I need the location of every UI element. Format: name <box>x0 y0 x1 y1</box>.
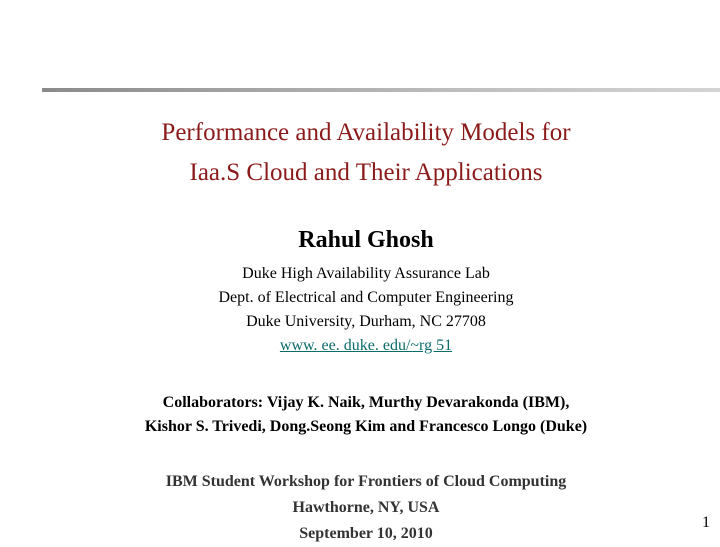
event-name: IBM Student Workshop for Frontiers of Cloud Computing <box>165 473 567 490</box>
affiliation-block <box>0 262 720 358</box>
collaborators-line-2: Kishor S. Trivedi, Dong.Seong Kim and Francesco Longo (Duke) <box>144 418 588 435</box>
slide-number: 1 <box>702 514 710 531</box>
slide-title <box>0 113 720 193</box>
collaborators-line-1: Collaborators: Vijay K. Naik, Murthy Devarakonda (IBM), <box>162 394 570 411</box>
event-date: September 10, 2010 <box>299 525 433 542</box>
event-block <box>0 469 720 547</box>
collaborators-block <box>0 391 720 439</box>
title-line-1: Performance and Availability Models for <box>161 119 571 146</box>
title-divider <box>42 88 720 92</box>
affiliation-address: Duke University, Durham, NC 27708 <box>246 313 486 330</box>
event-location: Hawthorne, NY, USA <box>292 499 440 516</box>
author-name: Rahul Ghosh <box>298 227 434 253</box>
author-homepage-link[interactable]: www. ee. duke. edu/~rg 51 <box>279 337 453 354</box>
affiliation-dept: Dept. of Electrical and Computer Engineering <box>218 289 514 306</box>
affiliation-lab: Duke High Availability Assurance Lab <box>242 265 490 282</box>
title-line-2: Iaa.S Cloud and Their Applications <box>189 159 543 186</box>
